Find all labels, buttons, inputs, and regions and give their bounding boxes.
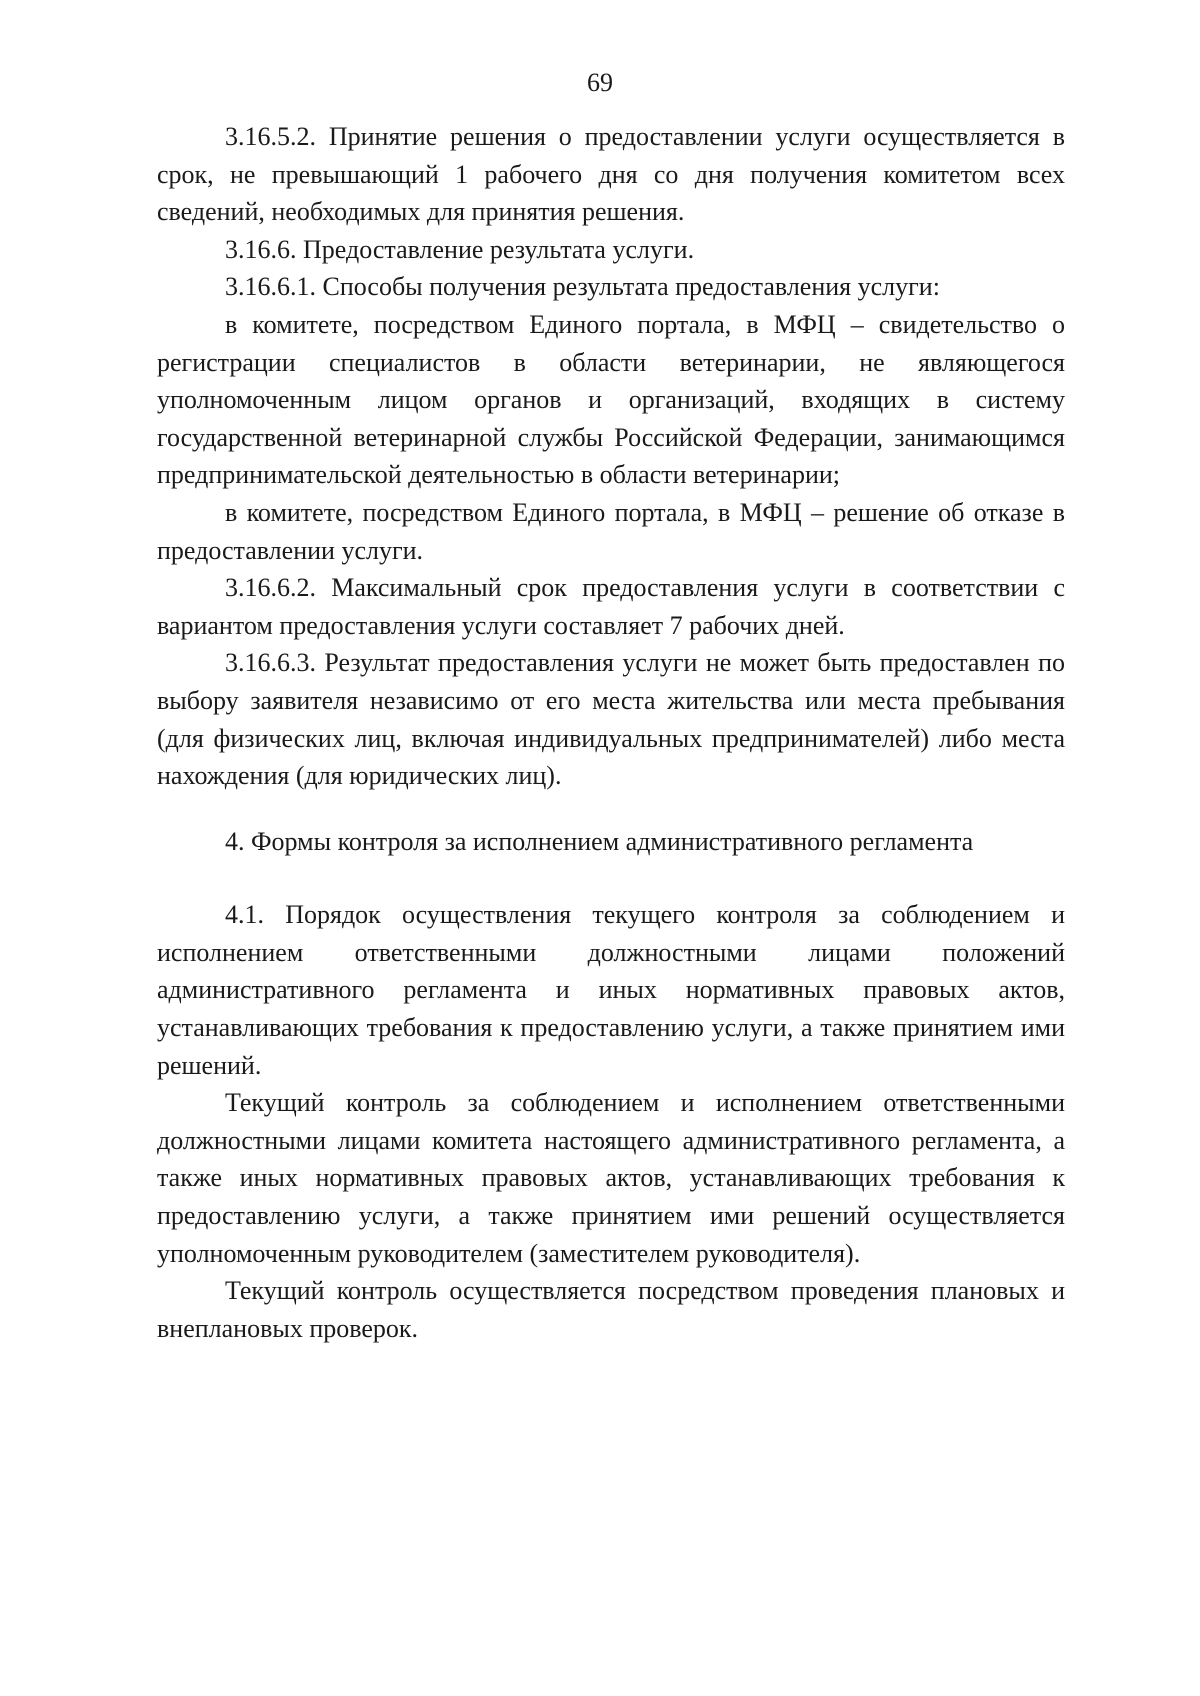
paragraph-3-16-6-1: 3.16.6.1. Способы получения результата предоставления услуги: [225, 272, 940, 302]
section-heading: 4. Формы контроля за исполнением административного регламента [225, 826, 974, 856]
spacer [157, 795, 1065, 823]
paragraph-3-16-6-3: 3.16.6.3. Результат предоставления услуги не может быть предоставлен по выбору заявителя независимо от его места жительства или места пребывания (для физических лиц, включая индивидуальных предпринимателей) либо места нахождения (для юридических лиц). [157, 648, 1065, 791]
paragraph-current-control: Текущий контроль за соблюдением и исполнением ответственными должностными лицами комитета настоящего административного регламента, а также иных нормативных правовых актов, устанавливающих требования к предоставлению услуги, а также принятием ими решений осуществляется уполномоченным руководителем (заместителем руководителя). [157, 1088, 1065, 1268]
page-number: 69 [587, 68, 613, 97]
paragraph-result-refusal: в комитете, посредством Единого портала, в МФЦ – решение об отказе в предоставлении услуги. [157, 497, 1065, 565]
paragraph-3-16-6: 3.16.6. Предоставление результата услуги. [225, 234, 695, 264]
paragraph-4-1: 4.1. Порядок осуществления текущего контроля за соблюдением и исполнением ответственными должностными лицами положений административного регламента и иных нормативных правовых актов, устанавливающих требования к предоставлению услуги, а также принятием ими решений. [157, 900, 1065, 1080]
paragraph-3-16-6-2: 3.16.6.2. Максимальный срок предоставления услуги в соответствии с вариантом предоставления услуги составляет 7 рабочих дней. [157, 573, 1065, 640]
paragraph-result-certificate: в комитете, посредством Единого портала, в МФЦ – свидетельство о регистрации специалистов в области ветеринарии, не являющегося уполномоченным лицом органов и организаций, входящих в систему государственной ветеринарной службы Российской Федерации, занимающимся предпринимательской деятельностью в области ветеринарии; [157, 309, 1065, 490]
document-body [157, 118, 1065, 1347]
paragraph-3-16-5-2: 3.16.5.2. Принятие решения о предоставлении услуги осуществляется в срок, не превышающий 1 рабочего дня со дня получения комитетом всех сведений, необходимых для принятия решения. [157, 122, 1065, 227]
spacer [157, 860, 1065, 896]
paragraph-inspections: Текущий контроль осуществляется посредством проведения плановых и внеплановых проверок. [157, 1276, 1065, 1343]
